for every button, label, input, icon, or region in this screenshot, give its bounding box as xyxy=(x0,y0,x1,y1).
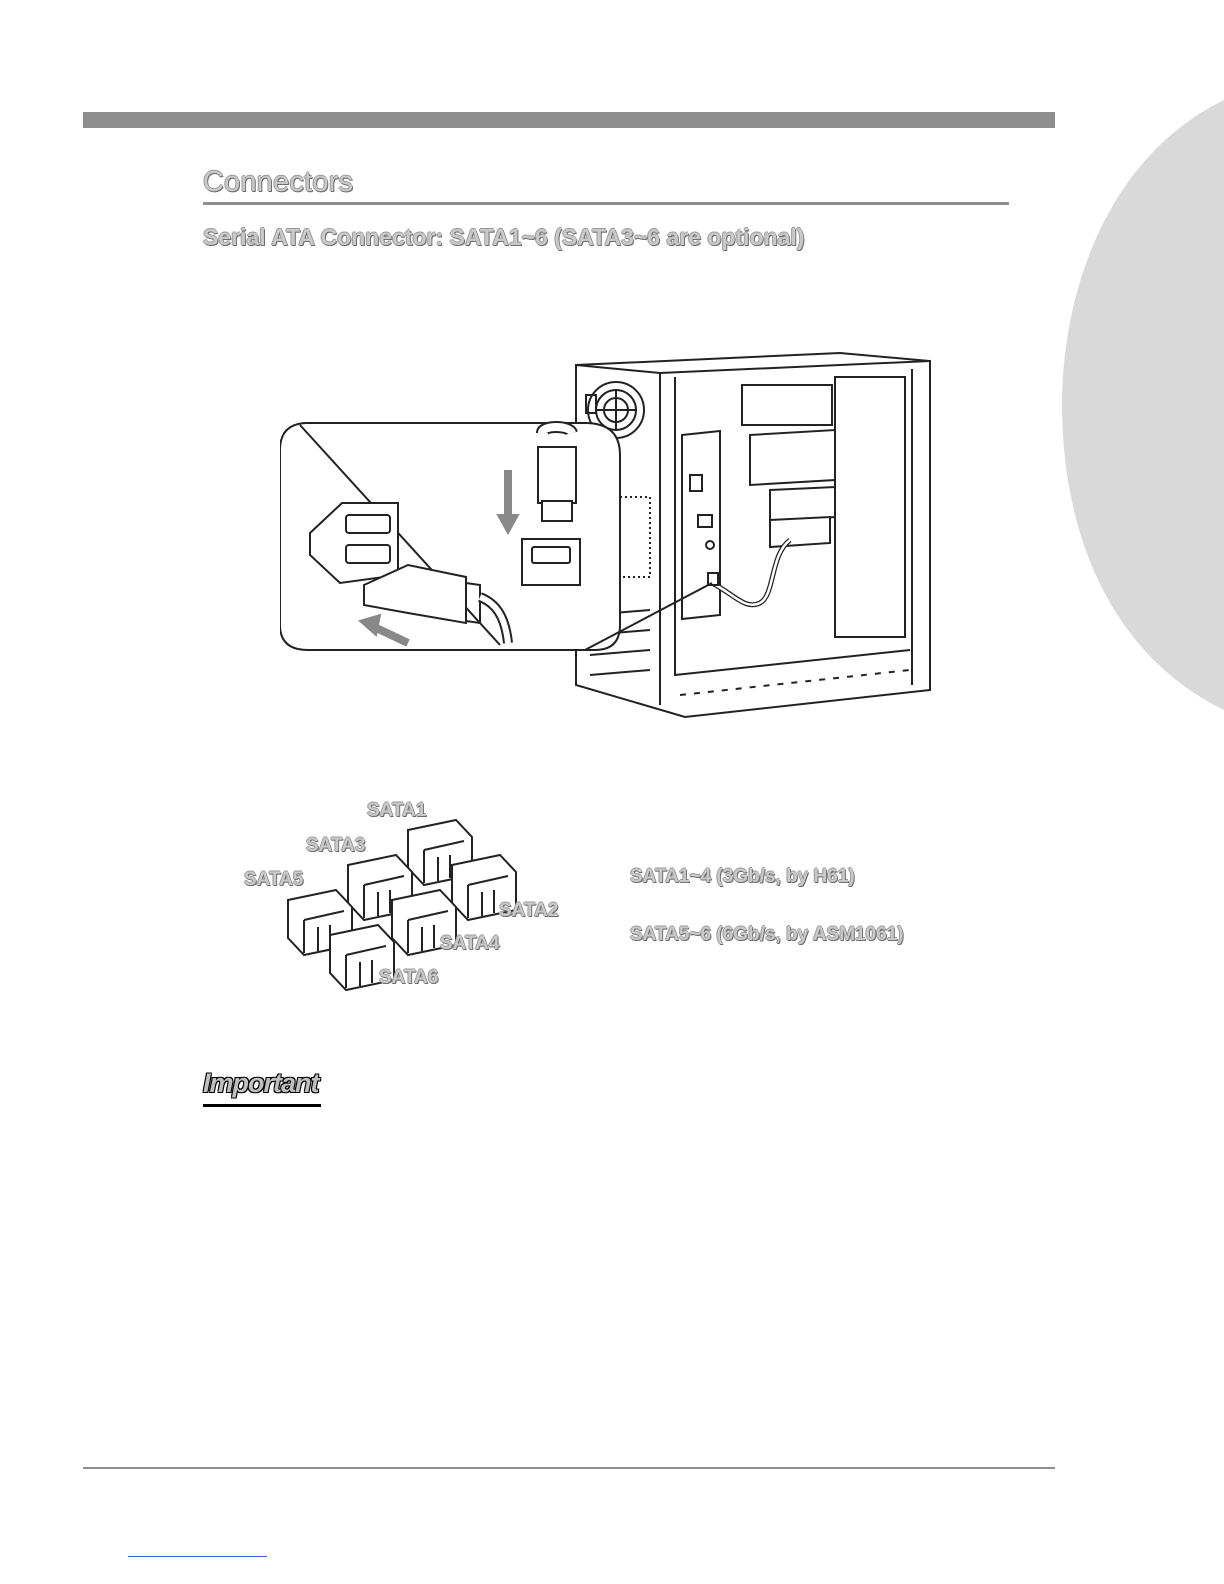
header-bar xyxy=(83,112,1055,128)
sata-connector-diagram xyxy=(240,795,580,995)
speed-note-sata1-4: SATA1~4 (3Gb/s, by H61) xyxy=(630,866,855,887)
footer-rule xyxy=(83,1467,1055,1469)
title-underline xyxy=(203,202,1009,205)
section-title: Serial ATA Connector: SATA1~6 (SATA3~6 are optional) xyxy=(203,224,805,250)
important-heading: Important xyxy=(203,1068,319,1098)
page-title: Connectors xyxy=(203,166,354,198)
side-tab-shape xyxy=(1062,100,1224,710)
speed-note-sata5-6: SATA5~6 (6Gb/s, by ASM1061) xyxy=(630,924,904,945)
label-sata5: SATA5 xyxy=(244,869,304,890)
label-sata3: SATA3 xyxy=(306,835,366,856)
label-sata2: SATA2 xyxy=(499,900,559,921)
footer-link-underline xyxy=(128,1556,267,1557)
label-sata1: SATA1 xyxy=(367,800,427,821)
important-underline xyxy=(203,1104,321,1107)
label-sata6: SATA6 xyxy=(379,967,439,988)
label-sata4: SATA4 xyxy=(440,933,500,954)
sata-cable-install-illustration xyxy=(280,265,940,725)
